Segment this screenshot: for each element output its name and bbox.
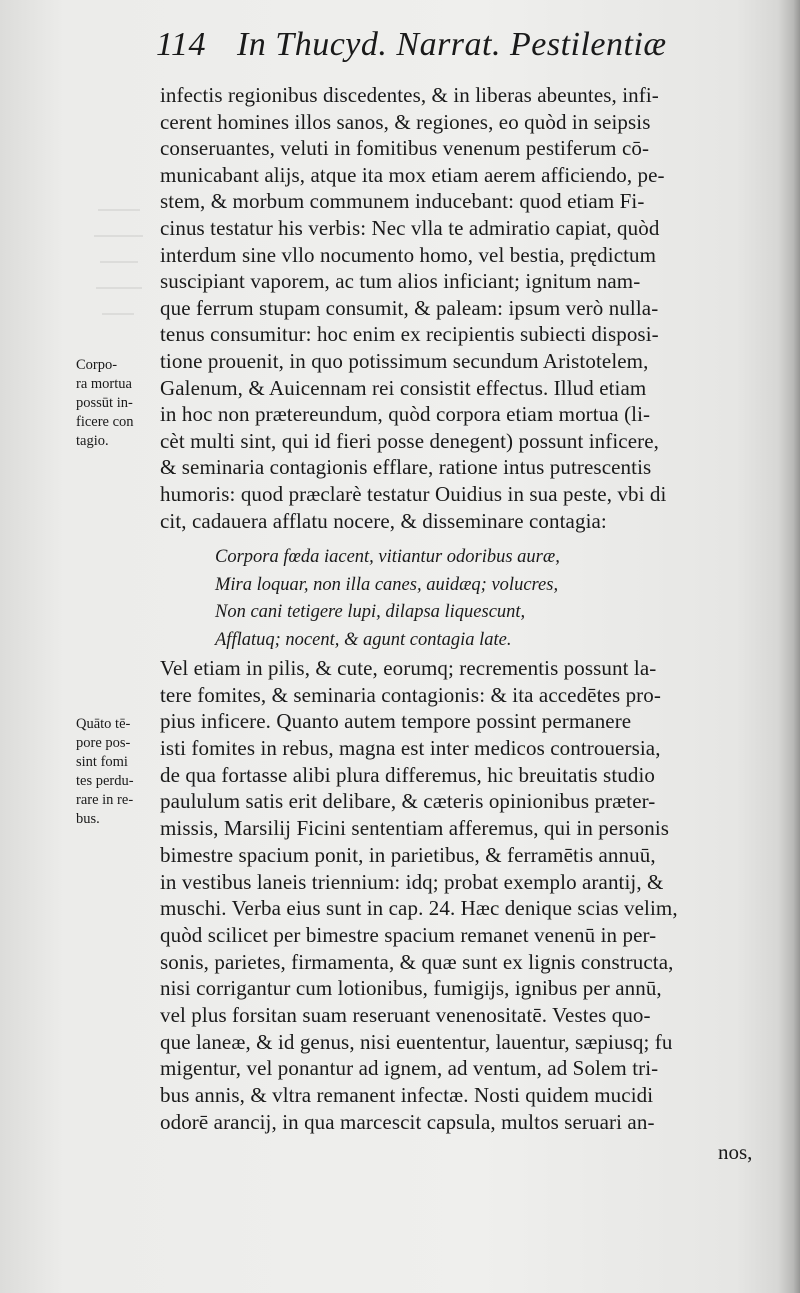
text-line: pius inficere. Quanto autem tempore possint permanere (160, 709, 632, 734)
text-line: bimestre spacium ponit, in parietibus, & ferramētis annuū, (160, 842, 656, 867)
text-line: muschi. Verba eius sunt in cap. 24. Hæc denique scias velim, (160, 896, 678, 921)
margin-note-line: sint fomi (76, 754, 128, 770)
text-line: in hoc non prætereundum, quòd corpora etiam mortua (li- (160, 402, 651, 427)
text-line: cinus testatur his verbis: Nec vlla te admiratio capiat, quòd (160, 215, 660, 240)
text-line: & seminaria contagionis efflare, ratione intus putrescentis (160, 455, 652, 480)
running-header (156, 26, 756, 76)
margin-note-quanto-tempore (76, 715, 156, 829)
text-line: cerent homines illos sanos, & regiones, eo quòd in seipsis (160, 109, 651, 134)
bleed-through-marks (88, 196, 148, 326)
poem-line: Corpora fœda iacent, vitiantur odoribus auræ, (215, 547, 560, 567)
text-line: missis, Marsilij Ficini sententiam afferemus, qui in personis (160, 816, 670, 841)
text-line: que ferrum stupam consumit, & paleam: ipsum verò nulla- (160, 295, 659, 320)
margin-note-line: Quāto tē- (76, 716, 131, 732)
paragraph-1 (160, 82, 788, 534)
text-line: cit, cadauera afflatu nocere, & disseminare contagia: (160, 508, 607, 533)
text-line: sonis, parietes, firmamenta, & quæ sunt ex lignis constructa, (160, 949, 674, 974)
margin-note-line: rare in re- (76, 792, 134, 808)
text-line: suscipiant vaporem, ac tum alios inficiant; ignitum nam- (160, 269, 641, 294)
margin-note-line: ficere con (76, 414, 134, 430)
text-line: conseruantes, veluti in fomitibus venenum pestiferum cō- (160, 136, 650, 161)
catchword: nos, (718, 1140, 753, 1164)
page-number: 114 (156, 26, 206, 63)
text-line: Vel etiam in pilis, & cute, eorumq; recrementis possunt la- (160, 656, 657, 680)
text-line: paululum satis erit delibare, & cæteris opinionibus præter- (160, 789, 656, 814)
text-line: tione prouenit, in quo potissimum secundum Aristotelem, (160, 348, 649, 373)
text-line: quòd scilicet per bimestre spacium remanet venenū in per- (160, 922, 657, 947)
margin-note-line: bus. (76, 811, 100, 827)
text-line: odorē arancij, in qua marcescit capsula, multos seruari an- (160, 1109, 655, 1134)
bleed-through-left (88, 196, 148, 326)
paragraph-2 (160, 655, 788, 1135)
text-line: cèt multi sint, qui id fieri posse denegent) possunt inficere, (160, 428, 660, 453)
text-line: migentur, vel ponantur ad ignem, ad ventum, ad Solem tri- (160, 1056, 659, 1081)
text-line: interdum sine vllo nocumento homo, vel bestia, prędictum (160, 242, 657, 267)
poem-line: Afflatuq; nocent, & agunt contagia late. (215, 629, 512, 650)
poem-quotation (215, 544, 775, 654)
text-line: stem, & morbum communem inducebant: quod etiam Fi- (160, 189, 645, 214)
poem-line: Non cani tetigere lupi, dilapsa liquescunt, (215, 602, 526, 622)
margin-note-line: Corpo- (76, 357, 118, 373)
text-line: que laneæ, & id genus, nisi euententur, lauentur, sæpiusq; fu (160, 1029, 673, 1054)
margin-note-corpora-mortua (76, 356, 156, 451)
margin-note-line: pore pos- (76, 735, 131, 751)
text-line: tenus consumitur: hoc enim ex recipientis subiecti disposi- (160, 322, 659, 347)
margin-note-line: ra mortua (76, 376, 132, 392)
margin-note-line: tes perdu- (76, 773, 134, 789)
text-line: de qua fortasse alibi plura differemus, hic breuitatis studio (160, 762, 655, 787)
text-line: municabant alijs, atque ita mox etiam aerem afficiendo, pe- (160, 162, 665, 187)
text-line: nisi corrigantur cum lotionibus, fumigijs, ignibus per annū, (160, 976, 662, 1001)
text-line: bus annis, & vltra remanent infectæ. Nosti quidem mucidi (160, 1083, 654, 1107)
text-line: humoris: quod præclarè testatur Ouidius in sua peste, vbi di (160, 481, 667, 506)
poem-line: Mira loquar, non illa canes, auidæq; volucres, (215, 574, 559, 595)
margin-note-line: possūt in- (76, 395, 133, 411)
text-line: Galenum, & Auicennam rei consistit effectus. Illud etiam (160, 375, 647, 400)
text-line: vel plus forsitan suam reseruant venenositatē. Vestes quo- (160, 1002, 651, 1027)
text-line: in vestibus laneis triennium: idq; probat exemplo arantij, & (160, 869, 664, 894)
margin-note-line: tagio. (76, 433, 109, 449)
running-title: In Thucyd. Narrat. Pestilentiæ (236, 26, 667, 63)
text-line: tere fomites, & seminaria contagionis: & ita accedētes pro- (160, 682, 661, 707)
text-line: isti fomites in rebus, magna est inter medicos controuersia, (160, 736, 661, 761)
text-line: infectis regionibus discedentes, & in liberas abeuntes, infi- (160, 83, 659, 107)
